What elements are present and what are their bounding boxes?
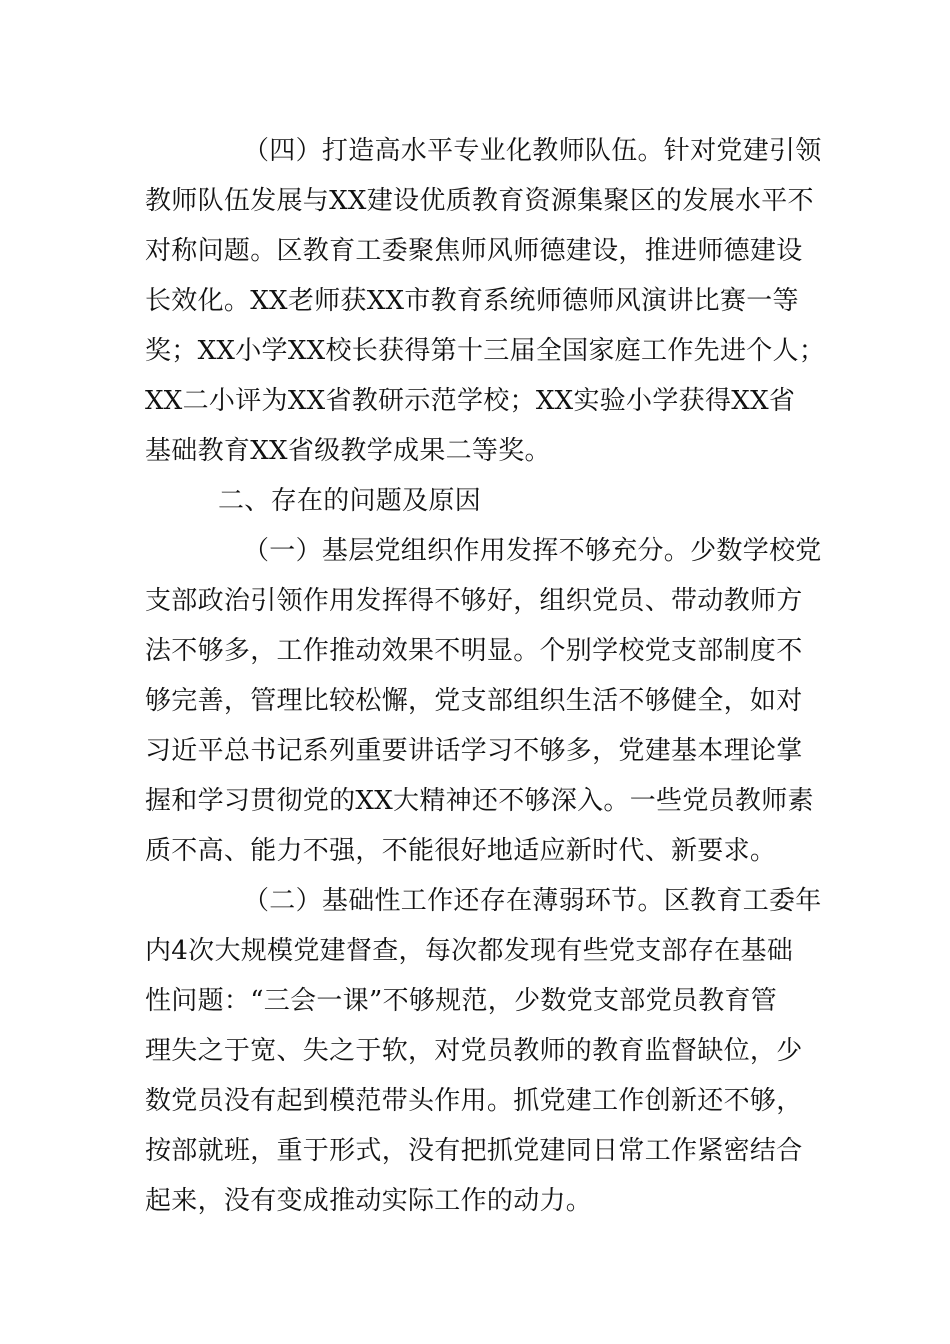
text-line: XX二小评为XX省教研示范学校；XX实验小学获得XX省 [145,386,796,416]
text-line: 教师队伍发展与XX建设优质教育资源集聚区的发展水平不 [145,186,814,216]
text-line: 数党员没有起到模范带头作用。抓党建工作创新还不够， [145,1086,803,1116]
paragraph-4-heading-line: （四）打造高水平专业化教师队伍。针对党建引领 [243,136,822,166]
text-line: 长效化。XX老师获XX市教育系统师德师风演讲比赛一等 [145,286,799,316]
text-line: 起来，没有变成推动实际工作的动力。 [145,1186,593,1216]
text-line: 按部就班，重于形式，没有把抓党建同日常工作紧密结合 [145,1136,803,1166]
text-line: 质不高、能力不强，不能很好地适应新时代、新要求。 [145,836,777,866]
text-line: 内4次大规模党建督查，每次都发现有些党支部存在基础 [145,936,794,966]
text-line: 习近平总书记系列重要讲话学习不够多，党建基本理论掌 [145,736,803,766]
text-line: 奖；XX小学XX校长获得第十三届全国家庭工作先进个人； [145,336,826,366]
text-line: 法不够多，工作推动效果不明显。个别学校党支部制度不 [145,636,803,666]
text-line: 性问题：“三会一课”不够规范，少数党支部党员教育管 [145,986,778,1016]
text-line: 支部政治引领作用发挥得不够好，组织党员、带动教师方 [145,586,803,616]
text-line: 够完善，管理比较松懈，党支部组织生活不够健全，如对 [145,686,803,716]
section-heading: 二、存在的问题及原因 [218,486,482,516]
paragraph-1-heading-line: （一）基层党组织作用发挥不够充分。少数学校党 [243,536,822,566]
text-line: 对称问题。区教育工委聚焦师风师德建设，推进师德建设 [145,236,803,266]
text-line: 理失之于宽、失之于软，对党员教师的教育监督缺位，少 [145,1036,803,1066]
text-line: 握和学习贯彻党的XX大精神还不够深入。一些党员教师素 [145,786,814,816]
paragraph-2-heading-line: （二）基础性工作还存在薄弱环节。区教育工委年 [243,886,822,916]
text-line: 基础教育XX省级教学成果二等奖。 [145,436,551,466]
